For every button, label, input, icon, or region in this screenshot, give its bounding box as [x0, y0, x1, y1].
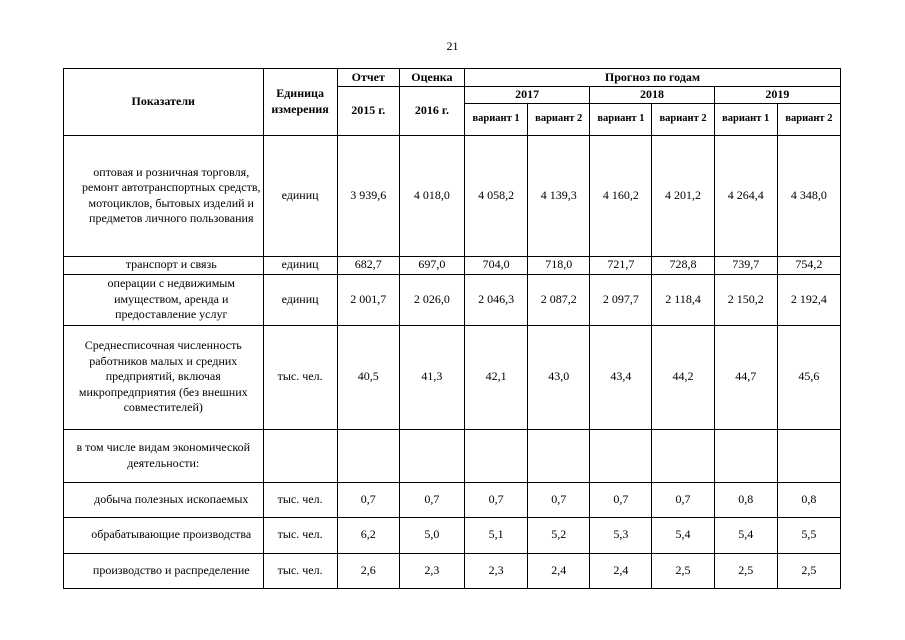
value-cell: 2,3: [399, 553, 464, 588]
value-cell: 2,6: [337, 553, 399, 588]
header-variant: вариант 2: [652, 103, 714, 135]
value-cell: [465, 429, 528, 482]
value-cell: 3 939,6: [337, 135, 399, 256]
value-cell: 728,8: [652, 256, 714, 274]
header-variant: вариант 1: [465, 103, 528, 135]
row-unit: единиц: [263, 274, 337, 325]
value-cell: 2,4: [528, 553, 590, 588]
value-cell: 4 348,0: [777, 135, 840, 256]
value-cell: 0,8: [777, 482, 840, 517]
table-row: [64, 429, 841, 482]
header-variant: вариант 2: [777, 103, 840, 135]
value-cell: 0,7: [590, 482, 652, 517]
table-row: [64, 274, 841, 325]
value-cell: 45,6: [777, 325, 840, 429]
value-cell: 5,4: [714, 517, 777, 553]
header-year-2018: 2018: [590, 87, 714, 104]
value-cell: 43,4: [590, 325, 652, 429]
header-unit: Единица измерения: [263, 69, 337, 136]
header-estimate-year: 2016 г.: [399, 87, 464, 136]
value-cell: 2 087,2: [528, 274, 590, 325]
value-cell: [337, 429, 399, 482]
page-number: 21: [446, 39, 459, 53]
value-cell: 40,5: [337, 325, 399, 429]
value-cell: 2 001,7: [337, 274, 399, 325]
value-cell: 2,3: [465, 553, 528, 588]
value-cell: 0,7: [465, 482, 528, 517]
value-cell: 2 097,7: [590, 274, 652, 325]
header-report-year: 2015 г.: [337, 87, 399, 136]
row-unit: единиц: [263, 135, 337, 256]
value-cell: 5,1: [465, 517, 528, 553]
value-cell: 704,0: [465, 256, 528, 274]
table-row: [64, 553, 841, 588]
row-label: Среднесписочная численность работников малых и средних предприятий, включая микропредприятия (без внешних совместителей): [64, 325, 264, 429]
header-variant: вариант 1: [590, 103, 652, 135]
value-cell: 44,7: [714, 325, 777, 429]
value-cell: 5,5: [777, 517, 840, 553]
value-cell: 4 018,0: [399, 135, 464, 256]
value-cell: 2,5: [652, 553, 714, 588]
value-cell: 2 046,3: [465, 274, 528, 325]
value-cell: 4 139,3: [528, 135, 590, 256]
table-row: [64, 256, 841, 274]
value-cell: [714, 429, 777, 482]
header-variant: вариант 1: [714, 103, 777, 135]
value-cell: 2 192,4: [777, 274, 840, 325]
forecast-table: [63, 68, 841, 589]
row-unit: тыс. чел.: [263, 517, 337, 553]
value-cell: 682,7: [337, 256, 399, 274]
value-cell: [777, 429, 840, 482]
value-cell: 5,2: [528, 517, 590, 553]
value-cell: 2,5: [777, 553, 840, 588]
value-cell: 5,0: [399, 517, 464, 553]
row-label: добыча полезных ископаемых: [64, 482, 264, 517]
header-forecast: Прогноз по годам: [465, 69, 841, 87]
row-unit: [263, 429, 337, 482]
value-cell: 2 150,2: [714, 274, 777, 325]
value-cell: 2 118,4: [652, 274, 714, 325]
value-cell: 5,4: [652, 517, 714, 553]
value-cell: 697,0: [399, 256, 464, 274]
row-unit: тыс. чел.: [263, 553, 337, 588]
header-indicators: Показатели: [64, 69, 264, 136]
row-label: в том числе видам экономической деятельности:: [64, 429, 264, 482]
table-row: [64, 482, 841, 517]
table-row: [64, 517, 841, 553]
value-cell: [652, 429, 714, 482]
value-cell: 0,7: [337, 482, 399, 517]
value-cell: 41,3: [399, 325, 464, 429]
table-row: [64, 135, 841, 256]
value-cell: 4 160,2: [590, 135, 652, 256]
header-year-2017: 2017: [465, 87, 590, 104]
value-cell: 42,1: [465, 325, 528, 429]
value-cell: 0,7: [652, 482, 714, 517]
value-cell: 2,5: [714, 553, 777, 588]
value-cell: [399, 429, 464, 482]
value-cell: 718,0: [528, 256, 590, 274]
value-cell: 44,2: [652, 325, 714, 429]
row-label: оптовая и розничная торговля, ремонт автотранспортных средств, мотоциклов, бытовых изделий и предметов личного пользования: [64, 135, 264, 256]
row-unit: единиц: [263, 256, 337, 274]
value-cell: 739,7: [714, 256, 777, 274]
value-cell: 5,3: [590, 517, 652, 553]
header-report: Отчет: [337, 69, 399, 87]
header-variant: вариант 2: [528, 103, 590, 135]
value-cell: 4 201,2: [652, 135, 714, 256]
value-cell: [528, 429, 590, 482]
value-cell: 0,8: [714, 482, 777, 517]
row-label: обрабатывающие производства: [64, 517, 264, 553]
value-cell: 754,2: [777, 256, 840, 274]
value-cell: 4 264,4: [714, 135, 777, 256]
value-cell: 4 058,2: [465, 135, 528, 256]
value-cell: 0,7: [399, 482, 464, 517]
row-label: транспорт и связь: [64, 256, 264, 274]
row-unit: тыс. чел.: [263, 325, 337, 429]
value-cell: 2,4: [590, 553, 652, 588]
value-cell: 721,7: [590, 256, 652, 274]
row-label: производство и распределение: [64, 553, 264, 588]
value-cell: 2 026,0: [399, 274, 464, 325]
table-row: [64, 325, 841, 429]
value-cell: [590, 429, 652, 482]
header-year-2019: 2019: [714, 87, 840, 104]
row-unit: тыс. чел.: [263, 482, 337, 517]
value-cell: 43,0: [528, 325, 590, 429]
value-cell: 6,2: [337, 517, 399, 553]
value-cell: 0,7: [528, 482, 590, 517]
row-label: операции с недвижимым имуществом, аренда и предоставление услуг: [64, 274, 264, 325]
header-estimate: Оценка: [399, 69, 464, 87]
